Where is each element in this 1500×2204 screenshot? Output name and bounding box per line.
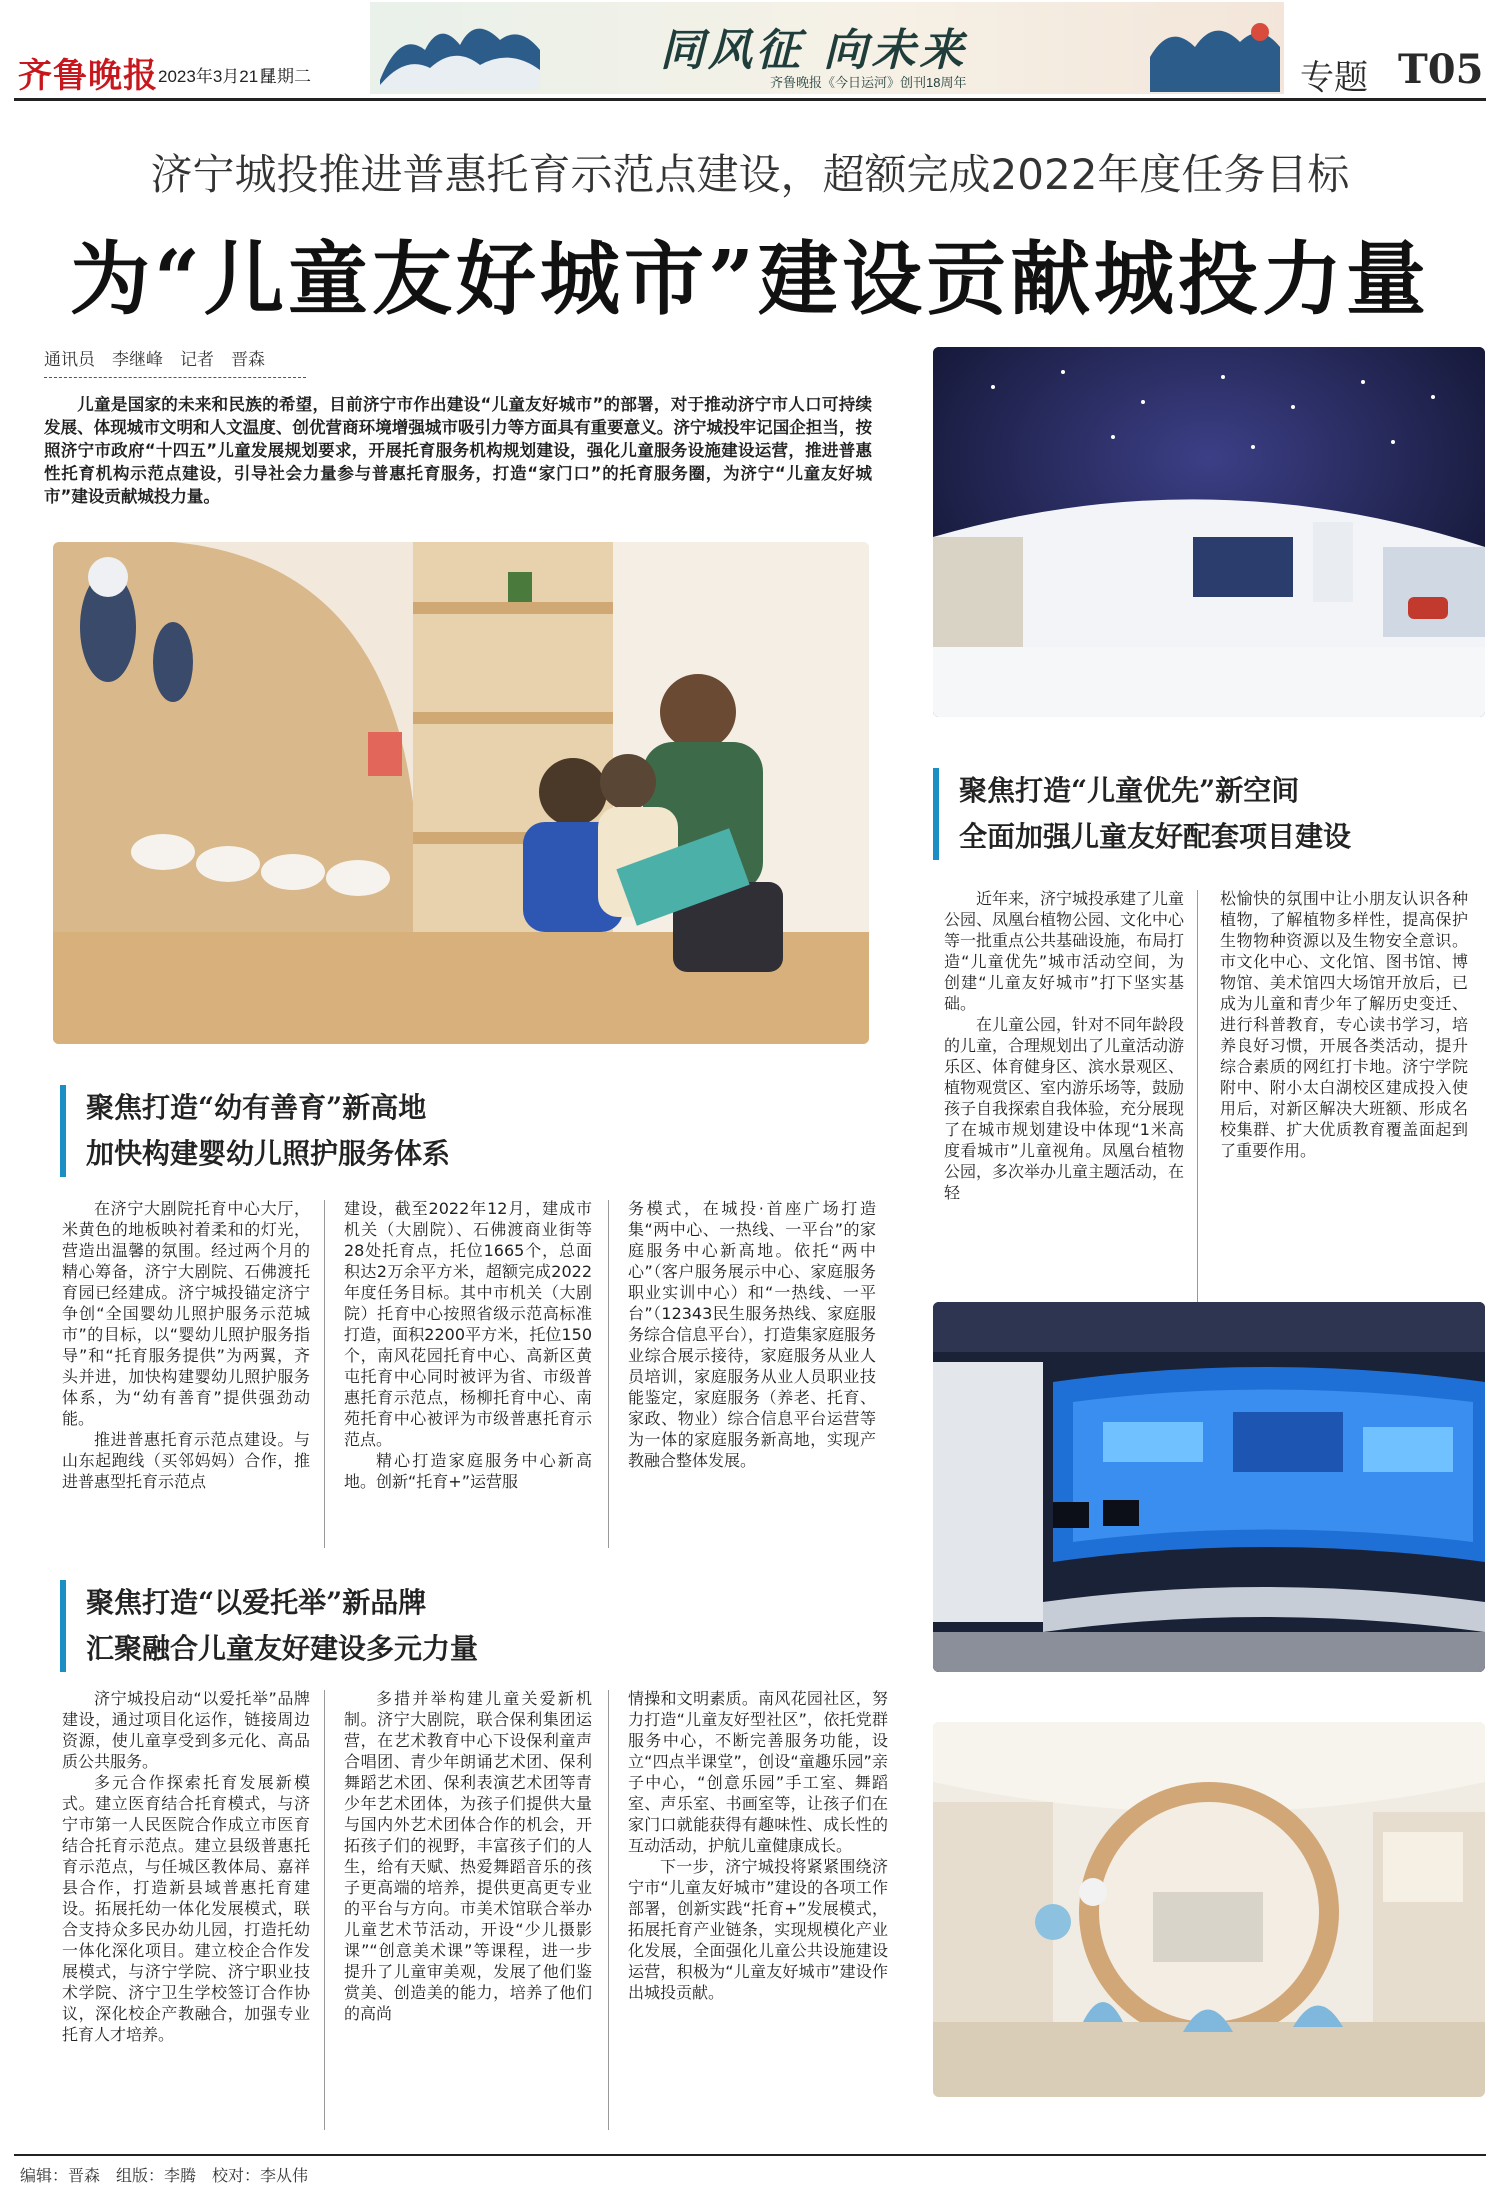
paragraph: 务模式，在城投·首座广场打造集“两中心、一热线、一平台”的家庭服务中心新高地。依托“两中心”（客户服务展示中心、家庭服务职业实训中心）和“一热线、一平台”（12343民生服务热线、家庭服务综合信息平台），打造集家庭服务业综合展示接待，家庭服务从业人员培训，家庭服务从业人员职业技能鉴定，家庭服务（养老、托育、家政、物业）综合信息平台运营等为一体的家庭服务新高地，实现产教融合整体发展。 — [628, 1199, 877, 1470]
byline: 通讯员 李继峰 记者 晋森 — [44, 350, 265, 369]
issue-weekday: 星期二 — [260, 67, 311, 86]
photo-starry-hall — [933, 347, 1485, 717]
column-divider — [608, 1200, 609, 1548]
section2-title-line2: 全面加强儿童友好配套项目建设 — [959, 820, 1352, 853]
wave-illustration-right-icon — [1150, 12, 1280, 92]
section2-column-1 — [944, 888, 1184, 1203]
section1-title-line2: 加快构建婴幼儿照护服务体系 — [86, 1137, 451, 1170]
section1-column-3 — [628, 1198, 876, 1471]
paragraph: 推进普惠托育示范点建设。与山东起跑线（买邻妈妈）合作，推进普惠型托育示范点 — [62, 1430, 310, 1491]
section3-column-3 — [628, 1688, 888, 2003]
byline-rule — [44, 377, 306, 378]
children-space-illustration — [933, 1722, 1485, 2097]
paragraph: 精心打造家庭服务中心新高地。创新“托育+”运营服 — [344, 1451, 592, 1491]
article-subtitle: 济宁城投推进普惠托育示范点建设，超额完成2022年度任务目标 — [150, 150, 1350, 199]
photo-nursery-reading — [53, 542, 869, 1044]
paragraph: 在济宁大剧院托育中心大厅，米黄色的地板映衬着柔和的灯光，营造出温馨的氛围。经过两个月的精心筹备，济宁大剧院、石佛渡托育园已经建成。济宁城投锚定济宁争创“全国婴幼儿照护服务示范城市”的目标，以“婴幼儿照护服务指导”和“托育服务提供”为两翼，齐头并进，加快构建婴幼儿照护服务体系，为“幼有善育”提供强劲动能。 — [62, 1199, 310, 1428]
section3-title-line2: 汇聚融合儿童友好建设多元力量 — [86, 1632, 479, 1665]
section3-column-2 — [344, 1688, 592, 2024]
article-headline: 为“儿童友好城市”建设贡献城投力量 — [69, 232, 1431, 326]
section2-title-line1: 聚焦打造“儿童优先”新空间 — [959, 774, 1300, 807]
section3-title-line1: 聚焦打造“以爱托举”新品牌 — [86, 1586, 427, 1619]
lead-text: 儿童是国家的未来和民族的希望，目前济宁市作出建设“儿童友好城市”的部署，对于推动济宁市人口可持续发展、体现城市文明和人文温度、创优营商环境增强城市吸引力等方面具有重要意义。济宁城投牢记国企担当，按照济宁市政府“十四五”儿童发展规划要求，开展托育服务机构规划建设，强化儿童服务设施建设运营，推进普惠性托育机构示范点建设，引导社会力量参与普惠托育服务，打造“家门口”的托育服务圈，为济宁“儿童友好城市”建设贡献城投力量。 — [44, 395, 872, 506]
section3-heading — [60, 1580, 478, 1672]
column-divider — [324, 1690, 325, 2130]
paragraph: 多措并举构建儿童关爱新机制。济宁大剧院，联合保利集团运营，在艺术教育中心下设保利童声合唱团、青少年朗诵艺术团、保利舞蹈艺术团、保利表演艺术团等青少年艺术团体，为孩子们提供大量与国内外艺术团体合作的机会，开拓孩子们的视野，丰富孩子们的人生，给有天赋、热爱舞蹈音乐的孩子更高端的培养，提供更高更专业的平台与方向。市美术馆联合举办儿童艺术节活动，开设“少儿摄影课”“创意美术课”等课程，进一步提升了儿童审美观，发展了他们鉴赏美、创造美的能力，培养了他们的高尚 — [344, 1689, 592, 2023]
section2-heading — [933, 768, 1351, 860]
paragraph: 多元合作探索托育发展新模式。建立医育结合托育模式，与济宁市第一人民医院合作成立市医育结合托育示范点。建立县级普惠托育示范点，与任城区教体局、嘉祥县合作，打造新县域普惠托育建设。拓展托幼一体化发展模式，联合支持众多民办幼儿园，打造托幼一体化深化项目。建立校企合作发展模式，与济宁学院、济宁职业技术学院、济宁卫生学校签订合作协议，深化校企产教融合，加强专业托育人才培养。 — [62, 1773, 310, 2044]
banner-slogan: 同风征 向未来 — [660, 25, 968, 76]
lead-paragraph — [44, 393, 872, 508]
photo-service-center — [933, 1302, 1485, 1672]
column-divider — [324, 1200, 325, 1548]
section3-column-1 — [62, 1688, 310, 2045]
paragraph: 松愉快的氛围中让小朋友认识各种植物，了解植物多样性，提高保护生物物种资源以及生物安全意识。市文化中心、文化馆、图书馆、博物馆、美术馆四大场馆开放后，已成为儿童和青少年了解历史变迁、进行科普教育，专心读书学习，培养良好习惯，开展各类活动，提升综合素质的网红打卡地。济宁学院附中、附小太白湖校区建成投入使用后，对新区解决大班额、形成名校集群、扩大优质教育覆盖面起到了重要作用。 — [1220, 889, 1468, 1160]
section1-column-1 — [62, 1198, 310, 1492]
paragraph: 下一步，济宁城投将紧紧围绕济宁市“儿童友好城市”建设的各项工作部署，创新实践“托育+”发展模式，拓展托育产业链条，实现规模化产业化发展，全面强化儿童公共设施建设运营，积极为“儿童友好城市”建设作出城投贡献。 — [628, 1857, 888, 2002]
newspaper-logo: 齐鲁晚报 — [18, 56, 158, 96]
paragraph: 济宁城投启动“以爱托举”品牌建设，通过项目化运作，链接周边资源，使儿童享受到多元化、高品质公共服务。 — [62, 1689, 310, 1771]
column-divider — [1197, 890, 1198, 1320]
banner-subtext: 齐鲁晚报《今日运河》创刊18周年 — [770, 75, 967, 90]
footer-rule — [14, 2154, 1486, 2156]
paragraph: 建设，截至2022年12月，建成市机关（大剧院）、石佛渡商业街等28处托育点，托位1665个，总面积达2万余平方米，超额完成2022年度任务目标。其中市机关（大剧院）托育中心按照省级示范高标准打造，面积2200平方米，托位150个，南风花园托育中心、高新区黄屯托育中心同时被评为省、市级普惠托育示范点，杨柳托育中心、南苑托育中心被评为市级普惠托育示范点。 — [344, 1199, 592, 1449]
photo-children-space — [933, 1722, 1485, 2097]
paragraph: 近年来，济宁城投承建了儿童公园、凤凰台植物公园、文化中心等一批重点公共基础设施，布局打造“儿童优先”城市活动空间，为创建“儿童友好城市”打下坚实基础。 — [944, 889, 1185, 1013]
starry-hall-illustration — [933, 347, 1485, 717]
wave-illustration-icon — [380, 10, 540, 90]
section1-heading — [60, 1085, 450, 1177]
column-divider — [608, 1690, 609, 2130]
paragraph: 在儿童公园，针对不同年龄段的儿童，合理规划出了儿童活动游乐区、体育健身区、滨水景观区、植物观赏区、室内游乐场等，鼓励孩子自我探索自我体验，充分展现了在城市规划建设中体现“1米高度看城市”儿童视角。凤凰台植物公园，多次举办儿童主题活动，在轻 — [944, 1015, 1185, 1202]
section1-column-2 — [344, 1198, 592, 1492]
editor-credits: 编辑：晋森 组版：李腾 校对：李从伟 — [20, 2168, 309, 2185]
section2-column-2 — [1220, 888, 1468, 1161]
section-label: 专题 — [1300, 58, 1368, 98]
page-number: T05 — [1398, 46, 1484, 93]
masthead-rule — [14, 98, 1486, 101]
anniversary-banner — [370, 2, 1284, 94]
issue-date: 2023年3月21日 — [158, 67, 276, 86]
section1-title-line1: 聚焦打造“幼有善育”新高地 — [86, 1091, 427, 1124]
nursery-reading-illustration — [53, 542, 869, 1044]
service-center-illustration — [933, 1302, 1485, 1672]
paragraph: 情操和文明素质。南风花园社区，努力打造“儿童友好型社区”，依托党群服务中心，不断完善服务功能，设立“四点半课堂”，创设“童趣乐园”亲子中心，“创意乐园”手工室、舞蹈室、声乐室、书画室等，让孩子们在家门口就能获得有趣味性、成长性的互动活动，护航儿童健康成长。 — [628, 1689, 888, 1855]
